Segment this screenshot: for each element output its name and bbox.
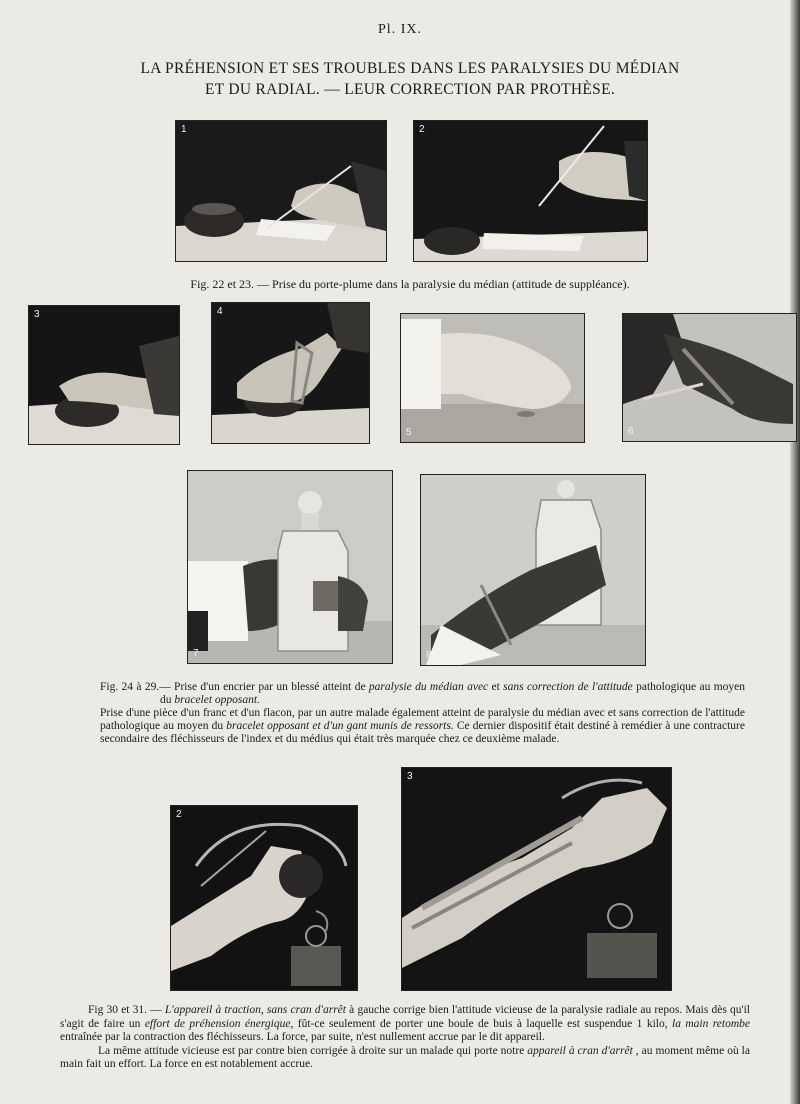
- caption-text: Fig 30 et 31. —: [88, 1004, 165, 1016]
- photo-fig-27: [622, 313, 797, 442]
- caption-text: et: [488, 681, 504, 693]
- caption-fig-24-29: [100, 681, 745, 746]
- caption-text: Ce dernier dispositif était destiné à remédier à une contracture secondaire des fléchisseurs de l'index et du médius qui était très marquée chez ce deuxième malade.: [100, 720, 745, 745]
- photo-number: 3: [34, 309, 40, 320]
- caption-italic: L'appareil à traction, sans cran d'arrêt: [164, 1004, 346, 1016]
- caption-text: Fig. 24 à 29.— Prise d'un encrier par un blessé atteint de: [100, 681, 369, 693]
- caption-text: pathologique au moyen du: [160, 681, 745, 706]
- photo-number: 3: [407, 771, 413, 782]
- title-line-2: ET DU RADIAL. — LEUR CORRECTION PAR PROTHÈSE.: [204, 81, 616, 98]
- photo-fig-29-image: [421, 475, 645, 665]
- caption-fig-24-29-para-2: [100, 707, 745, 746]
- photo-number: 7: [193, 648, 199, 659]
- photo-fig-25-image: [212, 303, 369, 443]
- photo-fig-31-image: [402, 768, 671, 990]
- photo-fig-22-image: [176, 121, 386, 261]
- photo-number: 6: [628, 426, 634, 437]
- title-line-1: LA PRÉHENSION ET SES TROUBLES DANS LES PARALYSIES DU MÉDIAN: [140, 60, 680, 77]
- caption-text: entraînée par la contraction des fléchisseurs. La force, par suite, n'est nullement accrue par le dit appareil.: [60, 1031, 545, 1043]
- caption-fig-22-23: Fig. 22 et 23. — Prise du porte-plume dans la paralysie du médian (attitude de suppléance).: [190, 277, 630, 291]
- caption-italic: bracelet opposant et d'un gant munis de ressorts.: [226, 720, 454, 732]
- photo-fig-24-image: [29, 306, 179, 444]
- photo-fig-31: [401, 767, 672, 991]
- photo-number: 1: [181, 124, 187, 135]
- photo-number: 2: [419, 124, 425, 135]
- photo-fig-28: [187, 470, 393, 664]
- caption-italic: sans correction de l'attitude: [503, 681, 633, 693]
- plate-title: [80, 58, 740, 100]
- photo-number: 8: [426, 650, 432, 661]
- caption-text: La même attitude vicieuse est par contre bien corrigée à droite sur un malade qui porte notre: [98, 1044, 528, 1057]
- caption-text: Prise d'une pièce d'un franc et d'un flacon, par un autre malade également atteint de paralysie du médian avec et sans correction de l'attitude pathologique au moyen du: [100, 707, 745, 732]
- photo-number: 2: [176, 809, 182, 820]
- photo-fig-26: [400, 313, 585, 443]
- photo-fig-28-image: [188, 471, 392, 663]
- caption-italic: appareil à cran d'arrêt: [527, 1044, 633, 1057]
- photo-fig-23-image: [414, 121, 647, 261]
- photo-fig-24: [28, 305, 180, 445]
- photo-fig-27-image: [623, 314, 796, 441]
- caption-fig-30-31: [60, 1004, 750, 1072]
- plate-number: Pl. IX.: [378, 22, 422, 37]
- photo-fig-25: [211, 302, 370, 444]
- caption-italic: effort de préhension énergique: [144, 1017, 291, 1030]
- caption-fig-30-31-para-2: [60, 1045, 750, 1072]
- caption-fig-30-31-para-1: [60, 1004, 750, 1045]
- photo-fig-22: [175, 120, 387, 262]
- caption-italic: la main retombe: [672, 1017, 751, 1030]
- photo-fig-23: [413, 120, 648, 262]
- photo-fig-30-image: [171, 806, 357, 990]
- caption-text: , au moment même où la main fait un effort. La force en est notablement accrue.: [60, 1044, 750, 1070]
- caption-italic: paralysie du médian avec: [368, 681, 489, 693]
- photo-fig-29: [420, 474, 646, 666]
- photo-fig-26-image: [401, 314, 584, 442]
- photo-number: 4: [217, 306, 223, 317]
- page-edge: [790, 0, 800, 1104]
- caption-fig-24-29-para-1: [100, 681, 745, 707]
- caption-text: , fût-ce seulement de porter une boule de buis à laquelle est suspendue 1 kilo,: [290, 1017, 672, 1030]
- photo-number: 5: [406, 427, 412, 438]
- caption-text: à gauche corrige bien l'attitude vicieuse de la paralysie radiale au repos. Mais dès qu'il s'agit de faire un: [60, 1004, 750, 1030]
- caption-italic: bracelet opposant.: [174, 694, 260, 706]
- photo-fig-30: [170, 805, 358, 991]
